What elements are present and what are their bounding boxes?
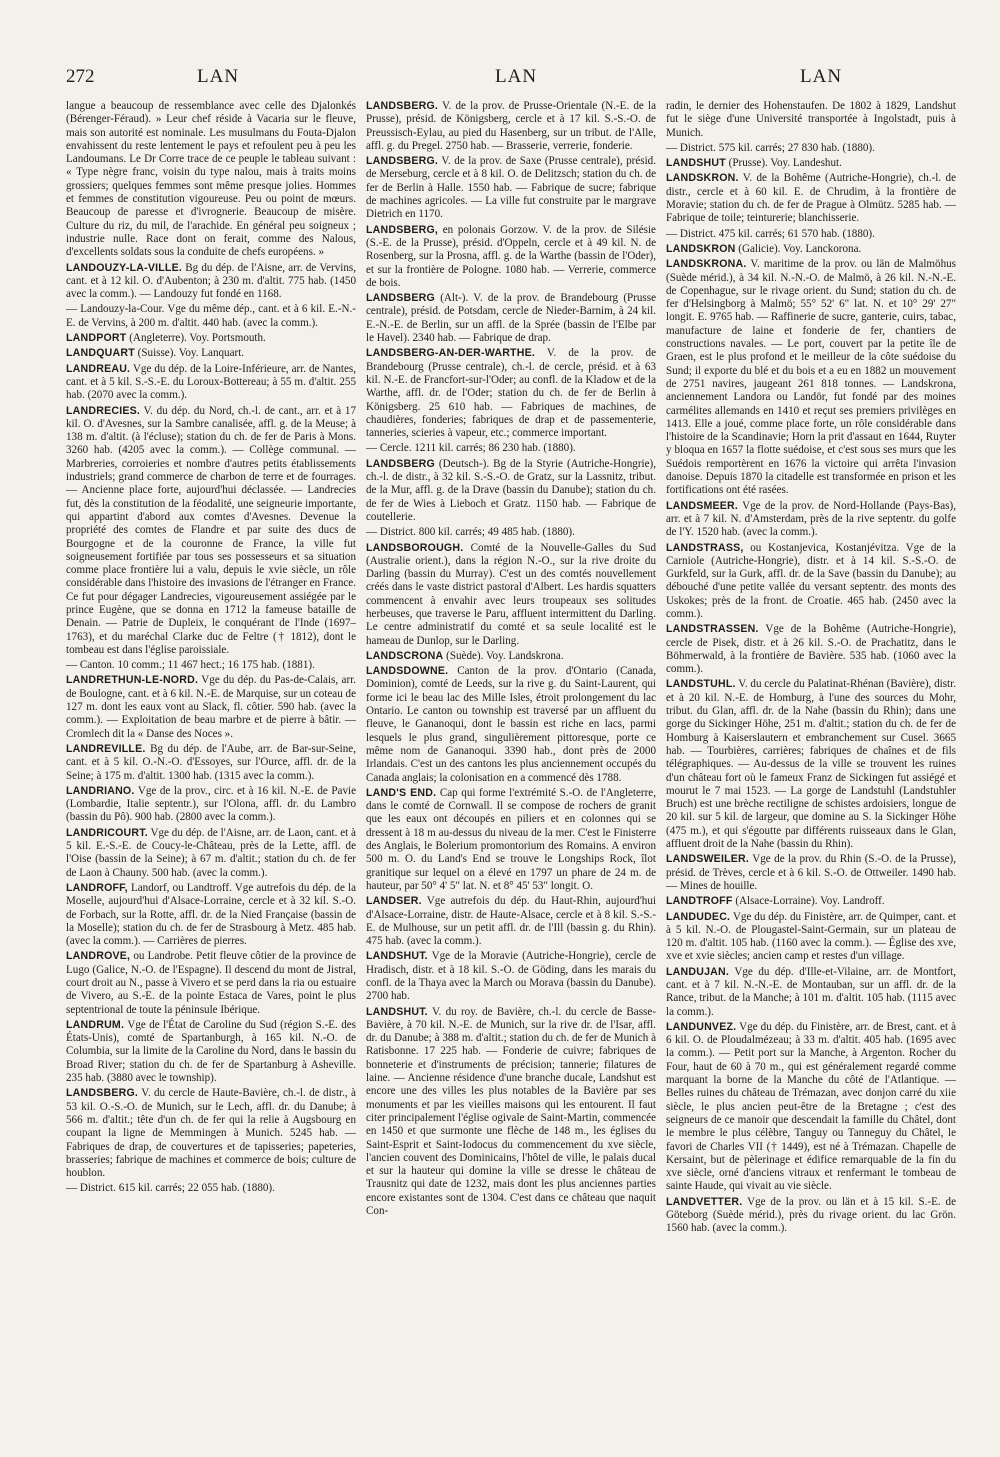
entry-text: V. du cercle de Haute-Bavière, ch.-l. de distr., à 53 kil. O.-S.-O. de Munich, sur le Lech, affl. dr. du Danube; à 566 m. d'altit.; tête d'un ch. de fer qui la relie à Augsbourg en coupant la ligne de Memmingen à Munich. 5245 hab. — Fabriques de drap, de couvertures et de tapisseries; papeteries, brasseries; fabrique de machines et commerce de bois; culture de houblon.: [66, 1087, 356, 1180]
entry-headword: LANDSKRON: [666, 242, 736, 255]
entry-headword: LANDSDOWNE.: [366, 665, 449, 678]
text-column-2: [366, 100, 656, 1420]
entry-headword: LANDOUZY-LA-VILLE.: [66, 261, 183, 274]
page-number: 272: [66, 66, 95, 87]
entry-headword: LANDRECIES.: [66, 404, 141, 417]
dictionary-entry: [366, 895, 656, 948]
dictionary-entry: [366, 542, 656, 648]
dictionary-entry: [66, 674, 356, 740]
entry-headword: LANDSWEILER.: [666, 853, 750, 866]
dictionary-entry: [366, 1006, 656, 1219]
entry-headword: LANDSHUT.: [366, 1005, 428, 1018]
entry-text: Landorf, ou Landtroff. Vge autrefois du dép. de la Moselle, aujourd'hui d'Alsace-Lorraine, cercle et à 32 kil. S.-O. de Forbach, sur la Rotte, affl. dr. de la Nied Française (bassin de la Moselle); station du ch. de fer de Strasbourg à Metz. 485 hab. (avec la comm.). — Carrières de pierres.: [66, 881, 356, 948]
entry-text: (Suisse). Voy. Lanquart.: [137, 347, 245, 360]
entry-text: (Suède). Voy. Landskrona.: [446, 649, 564, 662]
entry-text: V. de la prov. de Saxe (Prusse centrale), présid. de Merseburg, cercle et à 8 kil. O. de Delitzsch; station du ch. de fer de Berlin à Halle. 1550 hab. — Fabrique de sucre; fabrique de machines agricoles. — La ville fut construite par le margrave Dietrich en 1170.: [366, 155, 656, 221]
entry-headword: LANDTROFF: [666, 895, 733, 908]
entry-continuation: [666, 100, 956, 140]
entry-text: V. du cercle du Palatinat-Rhénan (Bavière), distr. et à 20 kil. N.-E. de Homburg, à l'une des sources du Mohr, tribut. du Glan, affl. dr. de la Nahe (bassin du Rhin); dans une gorge du Sickinger Höhe, 251 m. d'altit.; station du ch. de fer de Homburg à Kaiserslautern et embranchement sur Cusel. 3665 hab. — Tourbières, carrières; fabriques de chaînes et de fils télégraphiques. — Au-dessus de la ville se trouvent les ruines d'un château fort où le fameux Franz de Sickingen fut assiégé et mourut le 7 mai 1523. — La gorge de Landstuhl (Landstuhler Bruch) est une brèche rectiligne de schistes ardoisiers, longue de 20 kil. sur 5 kil. de largeur, que domine au S. la Sickinger Höhe (475 m.), et qui s'égoutte par différents ruisseaux dans le Glan, affluent droit de la Nahe (bassin du Rhin).: [666, 678, 956, 851]
entry-headword: LANDSBERG: [366, 292, 435, 305]
entry-headword: LANDSBERG: [366, 457, 435, 470]
running-head-center: LAN: [495, 66, 538, 87]
entry-continuation: [66, 303, 356, 330]
entry-text: Vge du dép. d'Ille-et-Vilaine, arr. de Montfort, cant. et à 7 kil. N.-N.-E. de Montauban, sur un affl. dr. de la Rance, tribut. de la Manche; à 101 m. d'altit. 105 hab. (1115 avec la comm.).: [666, 965, 956, 1018]
entry-headword: LANDSHUT: [666, 157, 726, 170]
dictionary-entry: [66, 332, 356, 345]
entry-headword: LANDSCRONA: [366, 649, 444, 662]
entry-text: radin, le dernier des Hohenstaufen. De 1802 à 1829, Landshut fut le siège d'une Université transportée à Ingolstadt, puis à Munich.: [666, 100, 956, 139]
entry-text: Vge autrefois du dép. du Haut-Rhin, aujourd'hui d'Alsace-Lorraine, distr. de Haute-Alsace, cercle et à 8 kil. S.-S.-E. de Mulhouse, sur un petit affl. dr. de l'Ill (bassin g. du Rhin). 475 hab. (avec la comm.).: [366, 895, 656, 948]
dictionary-entry: [366, 100, 656, 153]
entry-text: (Alt-). V. de la prov. de Brandebourg (Prusse centrale), présid. de Potsdam, cercle de Nieder-Barnim, à 24 kil. E.-N.-E. de Berlin, sur un affl. de la Sprée (bassin de l'Elbe par le Havel). 2340 hab. — Fabrique de drap.: [366, 292, 656, 345]
entry-headword: LANDSBERG.: [66, 1087, 139, 1100]
entry-headword: LANDSBERG.: [366, 100, 439, 112]
dictionary-entry: [666, 623, 956, 676]
entry-headword: LANDROVE,: [66, 950, 131, 963]
entry-text: (Alsace-Lorraine). Voy. Landroff.: [735, 895, 885, 908]
entry-headword: LANDSKRON.: [666, 172, 739, 185]
entry-text: — Canton. 10 comm.; 11 467 hect.; 16 175 hab. (1881).: [66, 659, 315, 672]
entry-headword: LANDVETTER.: [666, 1195, 743, 1208]
text-column-1: [66, 100, 356, 1420]
entry-text: Vge du dép. du Pas-de-Calais, arr. de Boulogne, cant. et à 6 kil. N.-E. de Marquise, sur un coteau de 127 m. dont les eaux vont au Slack, fl. côtier. 590 hab. (avec la comm.). — Exploitation de beau marbre et de pierre à bâtir. — Cromlech dit la « Danse des Noces ».: [66, 674, 356, 740]
entry-text: (Prusse). Voy. Landeshut.: [728, 157, 842, 170]
entry-headword: LANDQUART: [66, 347, 135, 360]
entry-text: Vge du dép. de l'Aisne, arr. de Laon, cant. et à 5 kil. E.-S.-E. de Coucy-le-Château, près de la Lette, affl. de l'Oise (bassin de la Seine); à 67 m. d'altit.; station du ch. de fer de Laon à Chauny. 500 hab. (avec la comm.).: [66, 826, 356, 879]
dictionary-entry: [666, 243, 956, 256]
entry-text: Vge de la Bohême (Autriche-Hongrie), cercle de Pisek, distr. et à 26 kil. S.-O. de Prachatitz, dans le Böhmerwald, à la frontière de Bavière. 535 hab. (1060 avec la comm.).: [666, 623, 956, 676]
dictionary-entry: [66, 882, 356, 948]
entry-continuation: [366, 442, 656, 455]
dictionary-entry: [666, 678, 956, 851]
entry-text: (Galicie). Voy. Lanckorona.: [738, 242, 862, 255]
dictionary-entry: [66, 1087, 356, 1180]
dictionary-entry: [66, 785, 356, 825]
entry-headword: LANDSBERG,: [366, 223, 439, 236]
entry-continuation: [66, 100, 356, 260]
running-head-right: LAN: [800, 66, 843, 87]
dictionary-entry: [666, 966, 956, 1019]
dictionary-entry: [366, 292, 656, 345]
dictionary-entry: [666, 500, 956, 540]
entry-headword: LANDRICOURT.: [66, 826, 148, 839]
entry-text: V. de la prov. de Brandebourg (Prusse centrale), ch.-l. de cercle, présid. et à 63 kil. N.-E. de Francfort-sur-l'Oder; au confl. de la Kladow et de la Warthe, affl. dr. de l'Oder; station du ch. de fer de Berlin à Königsberg. 25 610 hab. — Fabriques de machines, de chaudières, fonderies; fabriques de drap et de passementerie, tanneries, scieries à vapeur, etc.; commerce important.: [366, 347, 656, 440]
entry-continuation: [666, 142, 956, 155]
entry-text: Vge de la prov. du Rhin (S.-O. de la Prusse), présid. de Trèves, cercle et à 6 kil. S.-O. de Ottweiler. 1490 hab. — Mines de houille.: [666, 853, 956, 892]
entry-headword: LANDUNVEZ.: [666, 1020, 737, 1033]
page-header: [0, 66, 1000, 90]
entry-text: Vge du dép. de la Loire-Inférieure, arr. de Nantes, cant. et à 5 kil. S.-S.-E. du Loroux-Bottereau; à 55 m. d'altit. 255 hab. (2070 avec la comm.).: [66, 362, 356, 402]
entry-headword: LANDUJAN.: [666, 965, 730, 978]
entry-headword: LANDSER.: [366, 895, 422, 908]
entry-text: V. du roy. de Bavière, ch.-l. du cercle de Basse-Bavière, à 70 kil. N.-E. de Munich, sur la rive dr. de l'Isar, affl. dr. du Danube; à 388 m. d'altit.; station du ch. de fer de Munich à Ratisbonne. 17 225 hab. — Fonderie de cuivre; fabriques de bonneterie et d'instruments de précision; tannerie; filatures de laine. — Ancienne résidence d'une branche ducale, Landshut est encore une des villes les plus notables de la Bavière par ses monuments et par les vieilles maisons qui les entourent. Il faut citer principalement l'église ogivale de Saint-Martin, commencée en 1450 et que surmonte une flèche de 148 m., les églises du Saint-Esprit et Saint-Iodocus du commencement du xve siècle, l'ancien couvent des Dominicains, l'hôtel de ville, le palais ducal et sur la hauteur qui domine la ville se dresse le château de Trausnitz qui date de 1232, mais dont les plus anciennes parties encore existantes sont de 1304. C'est dans ce château que naquit Con-: [366, 1005, 656, 1218]
entry-text: V. maritime de la prov. ou län de Malmöhus (Suède mérid.), à 34 kil. N.-N.-O. de Malmö, à 26 kil. N.-N.-E. de Copenhague, sur le rivage orient. du Sund; station du ch. de fer d'Helsingborg à Malmö; 55° 52' 6" lat. N. et 10° 29' 27" longit. E. 9765 hab. — Raffinerie de sucre, ganterie, cuirs, tabac, manufacture de laine et fonderie de fer, chantiers de constructions navales. — Le port, couvert par la petite île de Graen, est le plus profond et le meilleur de la côte suédoise du Sund; il exporte du blé et du bois et a eu en 1882 un mouvement de 2751 navires, jaugeant 261 818 tonnes. — Landskrona, anciennement Landora ou Landör, fut fondé par des moines carmélites allemands en 1410 et reçut ses premiers privilèges en 1413. Elle a joué, comme place forte, un rôle considérable dans l'histoire de la Scandinavie; Horn la prit d'assaut en 1644, Ruyter y bloqua en 1657 la flotte suédoise, et c'est sous ses murs que les Suédois remportèrent en 1676 la victoire qui arrêta l'invasion danoise. Depuis 1870 la citadelle est transformée en prison et les fortifications ont été rasées.: [666, 258, 956, 497]
dictionary-entry: [66, 262, 356, 302]
entry-continuation: [66, 1182, 356, 1195]
entry-text: V. de la prov. de Prusse-Orientale (N.-E. de la Prusse), présid. de Königsberg, cercle et à 17 kil. S.-S.-O. de Preussisch-Eylau, au pied du Hasenberg, sur un tribut. de l'Alle, affl. g. du Pregel. 2750 hab. — Brasserie, verrerie, fonderie.: [366, 100, 656, 152]
dictionary-entry: [66, 827, 356, 880]
entry-headword: LANDSTRASSEN.: [666, 623, 759, 636]
dictionary-entry: [366, 650, 656, 663]
entry-headword: LANDREAU.: [66, 362, 131, 375]
entry-text: Vge du dép. du Finistère, arr. de Quimper, cant. et à 5 kil. N.-O. de Plougastel-Saint-Germain, sur un plateau de 120 m. d'altit. 105 hab. (1160 avec la comm.). — Église des xve, xve et xvie siècles; ancien camp et restes d'un village.: [666, 910, 956, 963]
entry-headword: LANDRIANO.: [66, 784, 135, 797]
dictionary-entry: [366, 347, 656, 440]
entry-headword: LANDROFF,: [66, 881, 128, 894]
dictionary-entry: [666, 911, 956, 964]
entry-text: Bg du dép. de l'Aube, arr. de Bar-sur-Seine, cant. et à 5 kil. O.-N.-O. d'Essoyes, sur l'Ource, affl. dr. de la Seine; à 175 m. d'altit. 1300 hab. (1315 avec la comm.).: [66, 742, 356, 782]
entry-text: — District. 475 kil. carrés; 61 570 hab. (1880).: [666, 227, 875, 240]
entry-text: Vge de la Moravie (Autriche-Hongrie), cercle de Hradisch, distr. et à 18 kil. S.-O. de Göding, dans les marais du confl. de la Thaya avec la March ou Morava (bassin du Danube). 2700 hab.: [366, 950, 656, 1003]
dictionary-entry: [66, 743, 356, 783]
dictionary-entry: [666, 1196, 956, 1236]
entry-text: en polonais Gorzow. V. de la prov. de Silésie (S.-E. de la Prusse), présid. d'Oppeln, cercle et à 49 kil. N. de Rosenberg, sur la Prosna, affl. g. de la Warthe (bassin de l'Oder), et sur la frontière de Pologne. 1080 hab. — Verrerie, commerce de bois.: [366, 223, 656, 289]
dictionary-entry: [366, 665, 656, 785]
entry-headword: LANDRUM.: [66, 1018, 125, 1031]
entry-text: Vge de la prov., circ. et à 16 kil. N.-E. de Pavie (Lombardie, Italie septentr.), sur l'Olona, affl. dr. du Lambro (bassin du Pô). 900 hab. (2800 avec la comm.).: [66, 784, 356, 824]
text-column-3: [666, 100, 956, 1420]
entry-headword: LANDRETHUN-LE-NORD.: [66, 674, 199, 687]
entry-text: Canton de la prov. d'Ontario (Canada, Dominion), comté de Leeds, sur la rive g. du Saint-Laurent, qui forme ici le beau lac des Mille Isles, étroit prolongement du lac Ontario. Le canton ou township est traversé par un affluent du fleuve, le Gananoqui, dont le bassin est riche en lacs, parmi lesquels le plus grand, singulièrement pittoresque, porte ce même nom de Gananoqui. 3390 hab., dont près de 2000 Irlandais. C'est un des cantons les plus anciennement occupés du Canada anglais; la colonisation en a commencé dès 1788.: [366, 665, 656, 784]
entry-text: Cap qui forme l'extrémité S.-O. de l'Angleterre, dans le comté de Cornwall. Il se compose de rochers de granit que les eaux ont découpés en piliers et en colonnes qui se dressent à 18 m au-dessus du niveau de la mer. C'est le Finisterre des Anglais, le Bolerium promontorium des Romains. A environ 500 m. O. du Land's End se trouve le Longships Rock, îlot granitique sur lequel on a élevé en 1797 un phare de 24 m. de hauteur, par 50° 4' 5" lat. N. et 8° 45' 53" longit. O.: [366, 786, 656, 892]
dictionary-entry: [666, 172, 956, 225]
entry-headword: LANDSTUHL.: [666, 678, 736, 691]
entry-text: (Angleterre). Voy. Portsmouth.: [129, 332, 266, 345]
entry-text: — Landouzy-la-Cour. Vge du même dép., cant. et à 6 kil. E.-N.-E. de Vervins, à 200 m. d'altit. 440 hab. (avec la comm.).: [66, 303, 356, 329]
dictionary-entry: [666, 258, 956, 497]
dictionary-entry: [666, 1021, 956, 1194]
dictionary-entry: [666, 157, 956, 170]
entry-text: V. du dép. du Nord, ch.-l. de cant., arr. et à 17 kil. O. d'Avesnes, sur la Sambre canalisée, affl. g. de la Meuse; à 138 m. d'altit. (à l'écluse); station du ch. de fer de Paris à Mons. 3260 hab. (4205 avec la comm.). — Collège communal. — Marbreries, corroieries et nombre d'autres petits établissements industriels; grand commerce de charbon de terre et de fourrages. — Ancienne place forte, aujourd'hui déclassée. — Landrecies fut, dès la constitution de la féodalité, une seigneurie importante, qui appartint d'abord aux comtes d'Avesnes. Devenue la propriété des comtes de Flandre et par suite des ducs de Bourgogne et de la couronne de France, la ville fut soigneusement fortifiée par tous ses possesseurs et sa situation comme place frontière lui a valu, depuis le xvie siècle, un rôle considérable dans l'histoire des invasions de l'étranger en France. Ce fut pour dégager Landrecies, vigoureusement assiégée par le prince Eugène, que se donna en 1712 la fameuse bataille de Denain. — Patrie de Dupleix, le conquérant de l'Inde (1697–1763), et du maréchal Clarke duc de Feltre († 1812), dont le tombeau est dans l'église paroissiale.: [66, 404, 356, 656]
entry-headword: LANDSMEER.: [666, 499, 739, 512]
entry-text: Vge de l'État de Caroline du Sud (région S.-E. des États-Unis), comté de Spartanburgh, à 165 kil. N.-O. de Columbia, sur la limite de la Caroline du Nord, dans le bassin du Broad River; station du ch. de fer de Spartanburg à Asheville. 235 hab. (3880 avec le township).: [66, 1018, 356, 1085]
entry-continuation: [366, 526, 656, 539]
dictionary-entry: [366, 458, 656, 524]
entry-headword: LANDSBERG.: [366, 155, 439, 168]
entry-headword: LANDPORT: [66, 332, 127, 345]
entry-headword: LANDUDEC.: [666, 910, 731, 923]
dictionary-entry: [66, 405, 356, 658]
entry-headword: LAND'S END.: [366, 786, 437, 799]
entry-headword: LANDSBOROUGH.: [366, 541, 464, 554]
entry-text: — District. 615 kil. carrés; 22 055 hab. (1880).: [66, 1182, 275, 1195]
entry-text: V. de la Bohême (Autriche-Hongrie), ch.-l. de distr., cercle et à 60 kil. E. de Chrudim, à la frontière de Moravie; station du ch. de fer de Prague à Olmütz. 5285 hab. — Fabrique de toile; teinturerie; blanchisserie.: [666, 172, 956, 225]
entry-continuation: [66, 659, 356, 672]
entry-headword: LANDSHUT.: [366, 950, 428, 963]
dictionary-entry: [366, 224, 656, 290]
dictionary-entry: [66, 1019, 356, 1085]
entry-text: (Deutsch-). Bg de la Styrie (Autriche-Hongrie), ch.-l. de distr., à 32 kil. S.-S.-O. de Gratz, sur la Lassnitz, tribut. de la Mur, affl. g. de la Drave (bassin du Danube); station du ch. de fer de Wies à Lieboch et Gratz. 1150 hab. — Fabrique de coutellerie.: [366, 457, 656, 523]
entry-text: Bg du dép. de l'Aisne, arr. de Vervins, cant. et à 12 kil. O. d'Aubenton; à 230 m. d'altit. 775 hab. (1450 avec la comm.). — Landouzy fut fondé en 1168.: [66, 261, 356, 301]
dictionary-entry: [666, 853, 956, 893]
entry-text: — District. 575 kil. carrés; 27 830 hab. (1880).: [666, 141, 875, 154]
running-head-left: LAN: [197, 66, 240, 87]
entry-text: Vge de la prov. de Nord-Hollande (Pays-Bas), arr. et à 7 kil. N. d'Amsterdam, près de la rive septentr. du golfe de l'Y. 1520 hab. (avec la comm.).: [666, 499, 956, 539]
entry-text: — Cercle. 1211 kil. carrés; 86 230 hab. (1880).: [366, 442, 576, 455]
entry-text: langue a beaucoup de ressemblance avec celle des Djalonkés (Bérenger-Féraud). » Leur chef réside à Vacaria sur le fleuve, mais son autorité est nominale. Les musulmans du Fouta-Djalon envahissent du reste lentement le pays et refoulent peu à peu les Landoumans. Le Dr Corre trace de ce peuple le tableau suivant : « Type nègre franc, voisin du type nalou, mais à traits moins grossiers; quelques femmes sont même presque jolies. Hommes et femmes de constitution vigoureuse. Peu ou point de mœurs. Beaucoup de paresse et d'ivrognerie. Beaucoup de misère. Culture du riz, du mil, de l'arachide. En général peu soigneux ; industrie nulle. Race dont on ferait, comme des Nalous, d'excellents soldats sous la conduite de chefs européens. »: [66, 100, 356, 259]
entry-headword: LANDREVILLE.: [66, 742, 146, 755]
entry-text: — District. 800 kil. carrés; 49 485 hab. (1880).: [366, 526, 575, 539]
entry-continuation: [666, 228, 956, 241]
entry-headword: LANDSTRASS,: [666, 541, 744, 554]
dictionary-entry: [66, 950, 356, 1016]
entry-text: ou Landrobe. Petit fleuve côtier de la province de Lugo (Galice, N.-O. de l'Espagne). Il descend du mont de Jistral, court droit au N., passe à Vivero et se perd dans la ria ou estuaire de Vivero, au S.-E. de la pointe Estaca de Vares, point le plus septentrional de toute la péninsule Ibérique.: [66, 950, 356, 1016]
entry-text: Vge de la prov. ou län et à 15 kil. S.-E. de Göteborg (Suède mérid.), près du rivage orient. du lac Grön. 1560 hab. (avec la comm.).: [666, 1195, 956, 1235]
entry-headword: LANDSBERG-AN-DER-WARTHE.: [366, 347, 535, 360]
dictionary-entry: [366, 787, 656, 893]
dictionary-entry: [666, 895, 956, 908]
entry-headword: LANDSKRONA.: [666, 258, 747, 271]
entry-text: Vge du dép. du Finistère, arr. de Brest, cant. et à 6 kil. O. de Ploudalmézeau; à 33 m. d'altit. 405 hab. (1695 avec la comm.). — Petit port sur la Manche, à Argenton. Rocher du Four, haut de 60 à 70 m., qui est généralement regardé comme marquant la borne de la Manche du côté de l'Atlantique. — Belles ruines du château de Trémazan, avec donjon carré du xiie siècle, le plus ancien peut-être de la Bretagne ; c'est des seigneurs de ce manoir que descendait la famille du Châtel, dont le membre le plus célèbre, Tanguy ou Tanneguy du Châtel, le favori de Charles VII († 1449), est né à Trémazan. Chapelle de Kersaint, but de pèlerinage et édifice remarquable de la fin du xve siècle, orné d'anciens vitraux et renfermant le tombeau de sainte Haude, qui vivait au vie siècle.: [666, 1020, 956, 1193]
entry-text: ou Kostanjevica, Kostanjévitza. Vge de la Carniole (Autriche-Hongrie), distr. et à 14 kil. S.-S.-O. de Gurkfeld, sur la Gurk, affl. dr. de la Save (bassin du Danube); au débouché d'une petite vallée du versant septentr. des monts des Uskokes; près de la front. de Croatie. 465 hab. (2450 avec la comm.).: [666, 541, 956, 620]
entry-text: Comté de la Nouvelle-Galles du Sud (Australie orient.), dans la région N.-O., sur la rive droite du Darling (bassin du Murray). C'est un des comtés nouvellement créés dans le vaste district pastoral d'Albert. Les hardis squatters commencent à envahir avec leurs troupeaux ses solitudes herbeuses, que traverse le Paru, affluent intermittent du Darling. Le centre administratif du comté et sa seule localité est le hameau de Dunlop, sur le Darling.: [366, 541, 656, 647]
dictionary-entry: [366, 950, 656, 1003]
dictionary-entry: [666, 542, 956, 622]
dictionary-entry: [366, 155, 656, 221]
dictionary-entry: [66, 347, 356, 360]
dictionary-entry: [66, 363, 356, 403]
